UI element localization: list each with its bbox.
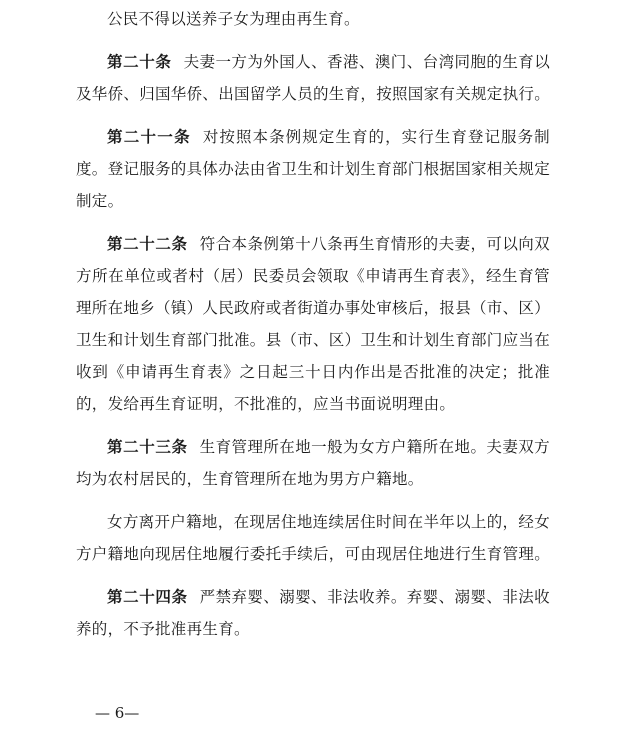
article-number: 第二十四条 [107, 588, 188, 606]
article-24 [76, 581, 550, 645]
article-text: 对按照本条例规定生育的，实行生育登记服务制度。登记服务的具体办法由省卫生和计划生育部门根据国家相关规定制定。 [76, 128, 551, 210]
article-number: 第二十三条 [107, 438, 188, 456]
article-21 [76, 121, 550, 217]
paragraph-text: 女方离开户籍地，在现居住地连续居住时间在半年以上的，经女方户籍地向现居住地履行委托手续后，可由现居住地进行生育管理。 [76, 513, 551, 563]
paragraph-text: 公民不得以送养子女为理由再生育。 [107, 10, 360, 28]
regulation-text [76, 3, 550, 656]
article-number: 第二十条 [107, 53, 172, 71]
article-23 [76, 431, 550, 495]
article-text: 夫妻一方为外国人、香港、澳门、台湾同胞的生育以及华侨、归国华侨、出国留学人员的生育，按照国家有关规定执行。 [76, 53, 551, 103]
article-20 [76, 46, 550, 110]
page-number: — 6— [95, 704, 140, 722]
article-number: 第二十一条 [107, 128, 191, 146]
article-text: 严禁弃婴、溺婴、非法收养。弃婴、溺婴、非法收养的，不予批准再生育。 [76, 588, 550, 638]
article-text: 符合本条例第十八条再生育情形的夫妻，可以向双方所在单位或者村（居）民委员会领取《申请再生育表》，经生育管理所在地乡（镇）人民政府或者街道办事处审核后，报县（市、区）卫生和计划生育部门批准。县（市、区）卫生和计划生育部门应当在收到《申请再生育表》之日起三十日内作出是否批准的决定；批准的，发给再生育证明，不批准的，应当书面说明理由。 [76, 235, 551, 413]
article-number: 第二十二条 [107, 235, 188, 253]
article-text: 生育管理所在地一般为女方户籍所在地。夫妻双方均为农村居民的，生育管理所在地为男方户籍地。 [76, 438, 550, 488]
paragraph-continuation [76, 3, 550, 35]
article-22 [76, 228, 550, 420]
article-23-paragraph-2 [76, 506, 550, 570]
